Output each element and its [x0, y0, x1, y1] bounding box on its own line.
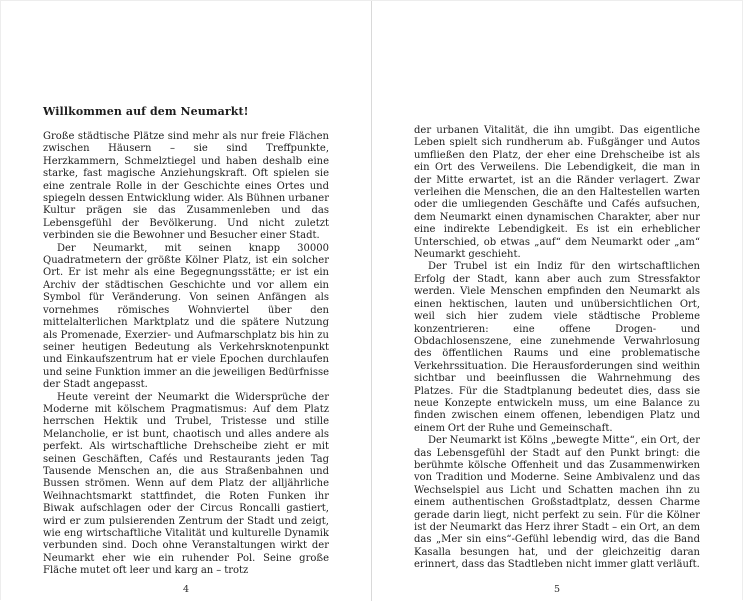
- body-paragraph: Der Trubel ist ein Indiz für den wirtschaftlichen Erfolg der Stadt, kann aber auch zum Stressfaktor werden. Viele Menschen empfinden den Neumarkt als einen hektischen, lauten und unübersichtlichen Ort, weil sich hier zudem viele städtische Probleme konzentrieren: eine offene Drogen- und Obdachlosenszene, eine zunehmende Verwahrlosung des öffentlichen Raums und eine problematische Verkehrssituation. Die Herausforderungen sind weithin sichtbar und beeinflussen die Wahrnehmung des Platzes. Für die Stadtplanung bedeutet dies, dass sie neue Konzepte entwickeln muss, um eine Balance zu finden zwischen einem offenen, lebendigen Platz und einem Ort der Ruhe und Gemeinschaft.: [414, 261, 700, 434]
- page-left-content: [1, 1, 371, 583]
- page-left: [1, 1, 371, 601]
- left-text-block: [43, 131, 329, 583]
- body-paragraph: Der Neumarkt ist Kölns „bewegte Mitte“, ein Ort, der das Lebensgefühl der Stadt auf den Punkt bringt: die berühmte kölsche Offenheit und das Zusammenwirken von Tradition und Moderne. Seine Ambivalenz und das Wechselspiel aus Licht und Schatten machen ihn zu einem authentischen Großstadtplatz, dessen Charme gerade darin liegt, nicht perfekt zu sein. Für die Kölner ist der Neumarkt das Herz ihrer Stadt – ein Ort, an dem das „Mer sin eins“-Gefühl lebendig wird, das die Band Kasalla besungen hat, und der gleichzeitig daran erinnert, dass das Stadtleben nicht immer glatt verläuft.: [414, 435, 700, 571]
- right-text-block: [414, 125, 700, 585]
- page-number-right: 5: [553, 584, 561, 595]
- body-paragraph: Der Neumarkt, mit seinen knapp 30000 Quadratmetern der größte Kölner Platz, ist ein solcher Ort. Er ist mehr als eine Begegnungsstätte; er ist ein Archiv der städtischen Geschichte und vor allem ein Symbol für Veränderung. Von seinen Anfängen als vornehmes römisches Wohnviertel über den mittelalterlichen Marktplatz und die spätere Nutzung als Promenade, Exerzier- und Aufmarschplatz bis hin zu seiner heutigen Bedeutung als Verkehrsknotenpunkt und Einkaufszentrum hat er viele Epochen durchlaufen und seine Funktion immer an die jeweiligen Bedürfnisse der Stadt angepasst.: [43, 242, 329, 391]
- chapter-heading: Willkommen auf dem Neumarkt!: [43, 105, 249, 118]
- body-paragraph: Heute vereint der Neumarkt die Widersprüche der Moderne mit kölschem Pragmatismus: Auf dem Platz herrschen Hektik und Trubel, Tristesse und stille Melancholie, er ist bunt, chaotisch und alles andere als perfekt. Als wirtschaftliche Drehscheibe zieht er mit seinen Geschäften, Cafés und Restaurants jeden Tag Tausende Menschen an, die aus Straßenbahnen und Bussen strömen. Wenn auf dem Platz der alljährliche Weihnachtsmarkt stattfindet, die Roten Funken ihr Biwak aufschlagen oder der Circus Roncalli gastiert, wird er zum pulsierenden Zentrum der Stadt und zeigt, wie eng wirtschaftliche Vitalität und kulturelle Dynamik verbunden sind. Doch ohne Veranstaltungen wirkt der Neumarkt eher wie ein ruhender Pol. Seine große Fläche mutet oft leer und karg an – trotz: [43, 391, 329, 577]
- page-number-left: 4: [182, 584, 190, 595]
- body-paragraph: der urbanen Vitalität, die ihn umgibt. Das eigentliche Leben spielt sich rundherum ab. Fußgänger und Autos umfließen den Platz, der eher eine Drehscheibe ist als ein Ort des Verweilens. Die Lebendigkeit, die man in der Mitte erwartet, ist an die Ränder verlagert. Zwar verleihen die Menschen, die an den Haltestellen warten oder die umliegenden Geschäfte und Cafés aufsuchen, dem Neumarkt einen dynamischen Charakter, aber nur eine indirekte Lebendigkeit. Es ist ein erheblicher Unterschied, ob etwas „auf“ dem Neumarkt oder „am“ Neumarkt geschieht.: [414, 125, 700, 261]
- body-paragraph: Große städtische Plätze sind mehr als nur freie Flächen zwischen Häusern – sie sind Treffpunkte, Herzkammern, Schmelztiegel und haben deshalb eine starke, fast magische Anziehungskraft. Oft spielen sie eine zentrale Rolle in der Geschichte eines Ortes und spiegeln dessen Entwicklung wider. Als Bühnen urbaner Kultur prägen sie das Zusammenleben und das Lebensgefühl der Bevölkerung. Und nicht zuletzt verbinden sie die Bewohner und Besucher einer Stadt.: [43, 131, 329, 242]
- page-right: [372, 1, 742, 601]
- page-right-content: [372, 1, 742, 585]
